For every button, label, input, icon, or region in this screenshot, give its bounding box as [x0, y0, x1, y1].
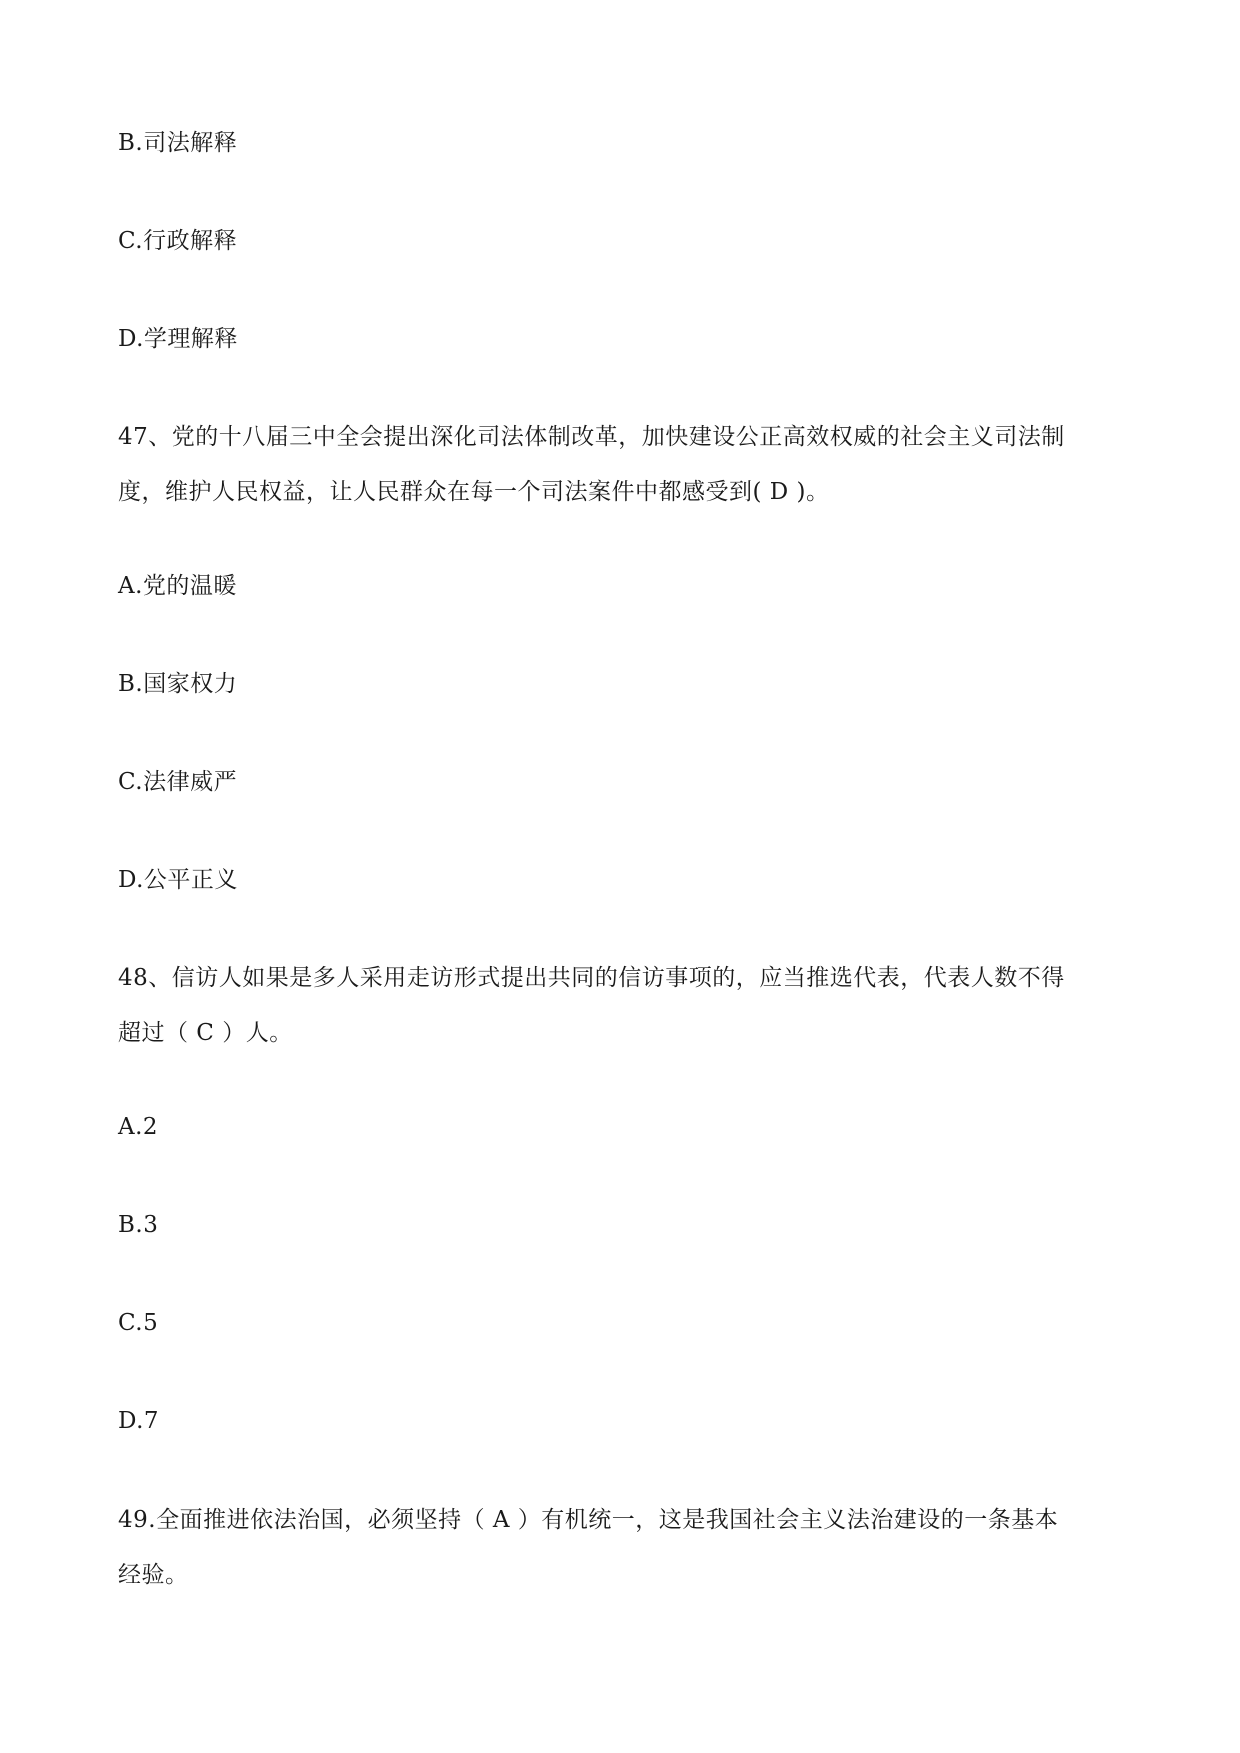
- option-48-c: C.5: [118, 1310, 159, 1336]
- option-47-a: A.党的温暖: [118, 573, 237, 599]
- option-48-a: A.2: [118, 1114, 159, 1140]
- option-47-d: D.公平正义: [118, 867, 238, 893]
- option-48-b: B.3: [118, 1212, 159, 1238]
- question-47-line-1: 47、党的十八届三中全会提出深化司法体制改革，加快建设公正高效权威的社会主义司法制: [118, 424, 1065, 450]
- option-47-c: C.法律威严: [118, 769, 238, 795]
- question-49-line-1: 49.全面推进依法治国，必须坚持（ A ）有机统一，这是我国社会主义法治建设的一条基本: [118, 1507, 1059, 1533]
- option-46-d: D.学理解释: [118, 326, 238, 352]
- option-46-c: C.行政解释: [118, 228, 238, 254]
- option-46-b: B.司法解释: [118, 130, 238, 156]
- option-48-d: D.7: [118, 1408, 160, 1434]
- question-49-line-2: 经验。: [118, 1562, 189, 1588]
- question-48-line-2: 超过（ C ）人。: [118, 1020, 293, 1046]
- question-47-line-2: 度，维护人民权益，让人民群众在每一个司法案件中都感受到( D )。: [118, 479, 830, 505]
- option-47-b: B.国家权力: [118, 671, 238, 697]
- question-48-line-1: 48、信访人如果是多人采用走访形式提出共同的信访事项的，应当推选代表，代表人数不得: [118, 965, 1065, 991]
